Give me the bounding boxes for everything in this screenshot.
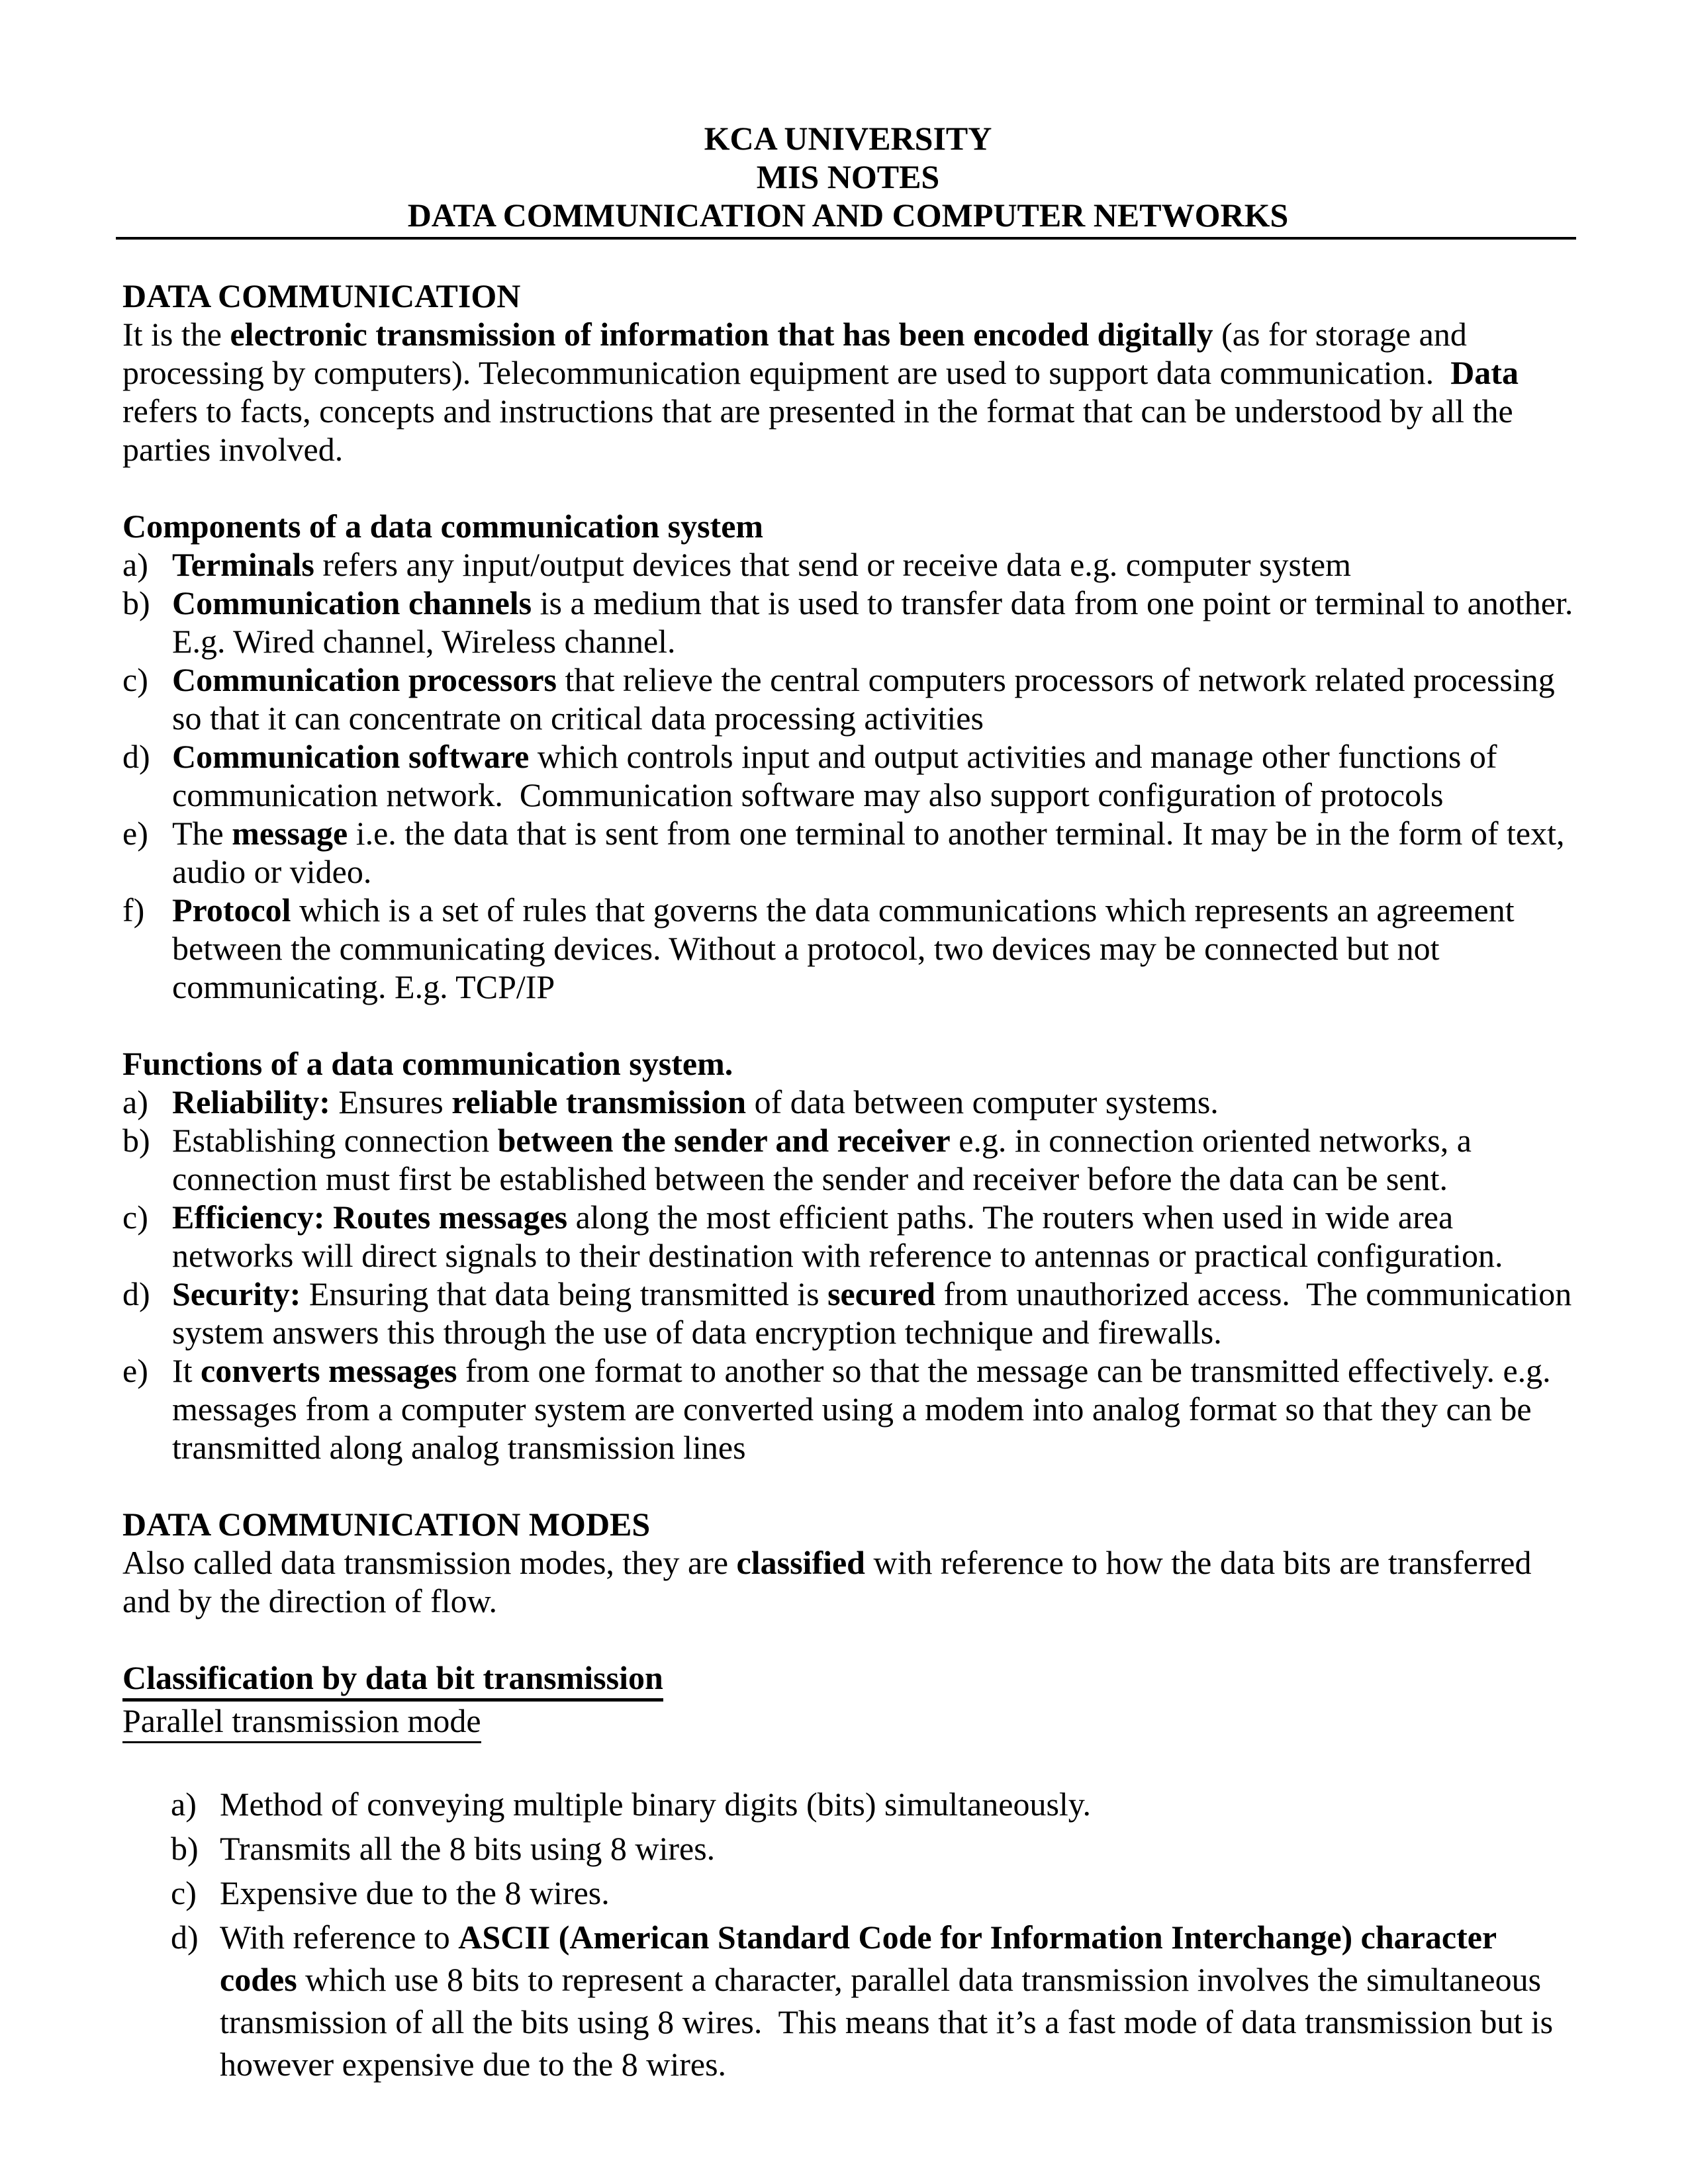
list-item-text	[172, 584, 1581, 660]
text-span: It	[172, 1352, 201, 1389]
list-item	[171, 1827, 1573, 1870]
list-item-marker: e)	[122, 815, 148, 852]
bold-text-span: between the sender and receiver	[497, 1122, 951, 1159]
list-item	[122, 814, 1573, 891]
text-span: Transmits all the 8 bits using 8 wires.	[220, 1830, 716, 1867]
text-span: Expensive due to the 8 wires.	[220, 1874, 610, 1911]
list-item	[122, 1083, 1573, 1121]
list-item-text	[172, 891, 1573, 1006]
list-item-marker: e)	[122, 1352, 148, 1389]
text-span: Method of conveying multiple binary digits (bits) simultaneously.	[220, 1786, 1092, 1823]
title-block	[122, 119, 1573, 234]
list-item	[171, 1872, 1573, 1914]
bold-text-span: Communication channels	[172, 584, 532, 621]
list-item	[171, 1783, 1573, 1825]
list-item-text	[172, 1198, 1573, 1275]
text-span: e.g. in connection oriented networks, a connection must first be established between the sender and receiver before the data can be sent.	[172, 1122, 1480, 1197]
text-span: Establishing connection	[172, 1122, 498, 1159]
section-data-communication	[122, 277, 1573, 469]
modes-intro	[122, 1543, 1573, 1620]
list-item-marker: d)	[122, 738, 150, 775]
text-span: Ensuring that data being transmitted is	[301, 1275, 828, 1312]
document-header	[122, 119, 1573, 240]
components-heading: Components of a data communication system	[122, 508, 764, 545]
list-item-text	[172, 660, 1573, 737]
list-item	[122, 737, 1573, 814]
bold-text-span: Reliability:	[172, 1083, 330, 1120]
data-communication-heading: DATA COMMUNICATION	[122, 277, 521, 314]
data-communication-intro	[122, 315, 1573, 469]
bold-text-span: reliable transmission	[451, 1083, 747, 1120]
list-item-marker: d)	[122, 1275, 150, 1312]
text-span: which controls input and output activities and manage other functions of communication network. Communication software may also support configuration of protocols	[172, 738, 1505, 813]
text-span: which is a set of rules that governs the data communications which represents an agreement between the communicating devices. Without a protocol, two devices may be connected but not communicating. E.g. TCP/IP	[172, 891, 1523, 1005]
list-item	[122, 1198, 1573, 1275]
list-item-marker: c)	[122, 661, 148, 698]
section-modes	[122, 1505, 1573, 1620]
section-functions	[122, 1044, 1580, 1467]
list-item	[122, 1275, 1580, 1351]
list-item-marker: c)	[171, 1874, 197, 1911]
text-span: of data between computer systems.	[746, 1083, 1219, 1120]
list-item-marker: d)	[171, 1919, 199, 1956]
list-item	[122, 1121, 1573, 1198]
section-components	[122, 507, 1581, 1006]
functions-list	[122, 1083, 1580, 1467]
text-span: i.e. the data that is sent from one terminal to another terminal. It may be in the form of text, audio or video.	[172, 815, 1573, 890]
list-item	[171, 1916, 1573, 2085]
bold-text-span: message	[232, 815, 348, 852]
header-rule	[116, 237, 1576, 240]
title-line-university: KCA UNIVERSITY	[704, 120, 992, 157]
text-span: is a medium that is used to transfer data from one point or terminal to another. E.g. Wired channel, Wireless channel.	[172, 584, 1581, 660]
list-item-text	[172, 1275, 1580, 1351]
text-span: With reference to	[220, 1919, 459, 1956]
list-item-text	[172, 545, 1573, 584]
text-span: Also called data transmission modes, they are	[122, 1544, 737, 1581]
bold-text-span: Communication processors	[172, 661, 557, 698]
title-line-subject: DATA COMMUNICATION AND COMPUTER NETWORKS	[407, 197, 1289, 234]
text-span: from unauthorized access. The communication system answers this through the use of data encryption technique and firewalls.	[172, 1275, 1580, 1351]
text-span: Ensures	[330, 1083, 452, 1120]
text-span: refers to facts, concepts and instructions that are presented in the format that can be understood by all the parties involved.	[122, 354, 1527, 468]
list-item	[122, 545, 1573, 584]
text-span: along the most efficient paths. The routers when used in wide area networks will direct signals to their destination with reference to antennas or practical configuration.	[172, 1199, 1503, 1274]
section-classification	[122, 1659, 1573, 2085]
list-item-text	[220, 1827, 1573, 1870]
text-span: It is the	[122, 316, 230, 353]
bold-text-span: Communication software	[172, 738, 530, 775]
modes-heading: DATA COMMUNICATION MODES	[122, 1506, 651, 1543]
list-item-marker: c)	[122, 1199, 148, 1236]
text-span: which use 8 bits to represent a character, parallel data transmission involves the simultaneous transmission of all the bits using 8 wires. This means that it’s a fast mode of data transmission but is however expensive due to the 8 wires.	[220, 1961, 1562, 2083]
text-span: from one format to another so that the message can be transmitted effectively. e.g. messages from a computer system are converted using a modem into analog format so that they can be transmitted along analog transmission lines	[172, 1352, 1560, 1466]
parallel-mode-subheading	[122, 1702, 1573, 1743]
bold-text-span: ASCII (American Standard Code for Information Interchange) character codes	[220, 1919, 1505, 1998]
list-item-marker: b)	[122, 1122, 150, 1159]
bold-text-span: electronic transmission of information that has been encoded digitally	[230, 316, 1213, 353]
list-item	[122, 660, 1573, 737]
text-span: (as for storage and processing by computers). Telecommunication equipment are used to support data communication.	[122, 316, 1476, 391]
text-span: refers any input/output devices that send or receive data e.g. computer system	[314, 546, 1351, 583]
parallel-mode-subheading-text: Parallel transmission mode	[122, 1702, 481, 1743]
list-item-text	[172, 1083, 1573, 1121]
list-item-text	[220, 1916, 1573, 2085]
bold-text-span: Efficiency: Routes messages	[172, 1199, 568, 1236]
list-item-marker: a)	[171, 1786, 197, 1823]
components-list	[122, 545, 1581, 1006]
list-item-marker: f)	[122, 891, 145, 929]
list-item-text	[172, 737, 1573, 814]
bold-text-span: Terminals	[172, 546, 314, 583]
functions-heading: Functions of a data communication system.	[122, 1045, 733, 1082]
list-item-marker: b)	[122, 584, 150, 621]
list-item-text	[172, 814, 1573, 891]
bold-text-span: converts messages	[201, 1352, 457, 1389]
list-item-text	[172, 1351, 1573, 1467]
list-item	[122, 891, 1573, 1006]
list-item-text	[220, 1783, 1573, 1825]
classification-heading	[122, 1659, 1573, 1702]
text-span: The	[172, 815, 232, 852]
bold-text-span: Protocol	[172, 891, 291, 929]
list-item-text	[172, 1121, 1573, 1198]
list-item-marker: a)	[122, 546, 148, 583]
bold-text-span: Security:	[172, 1275, 301, 1312]
classification-heading-text: Classification by data bit transmission	[122, 1659, 663, 1702]
bold-text-span: classified	[736, 1544, 865, 1581]
parallel-mode-list	[122, 1783, 1573, 2085]
text-span: that relieve the central computers processors of network related processing so that it can concentrate on critical data processing activities	[172, 661, 1564, 737]
text-span: with reference to how the data bits are transferred and by the direction of flow.	[122, 1544, 1540, 1619]
list-item-marker: b)	[171, 1830, 199, 1867]
list-item	[122, 1351, 1573, 1467]
bold-text-span: Data	[1450, 354, 1519, 391]
list-item	[122, 584, 1581, 660]
list-item-text	[220, 1872, 1573, 1914]
bold-text-span: secured	[827, 1275, 936, 1312]
title-line-notes: MIS NOTES	[756, 158, 940, 195]
list-item-marker: a)	[122, 1083, 148, 1120]
